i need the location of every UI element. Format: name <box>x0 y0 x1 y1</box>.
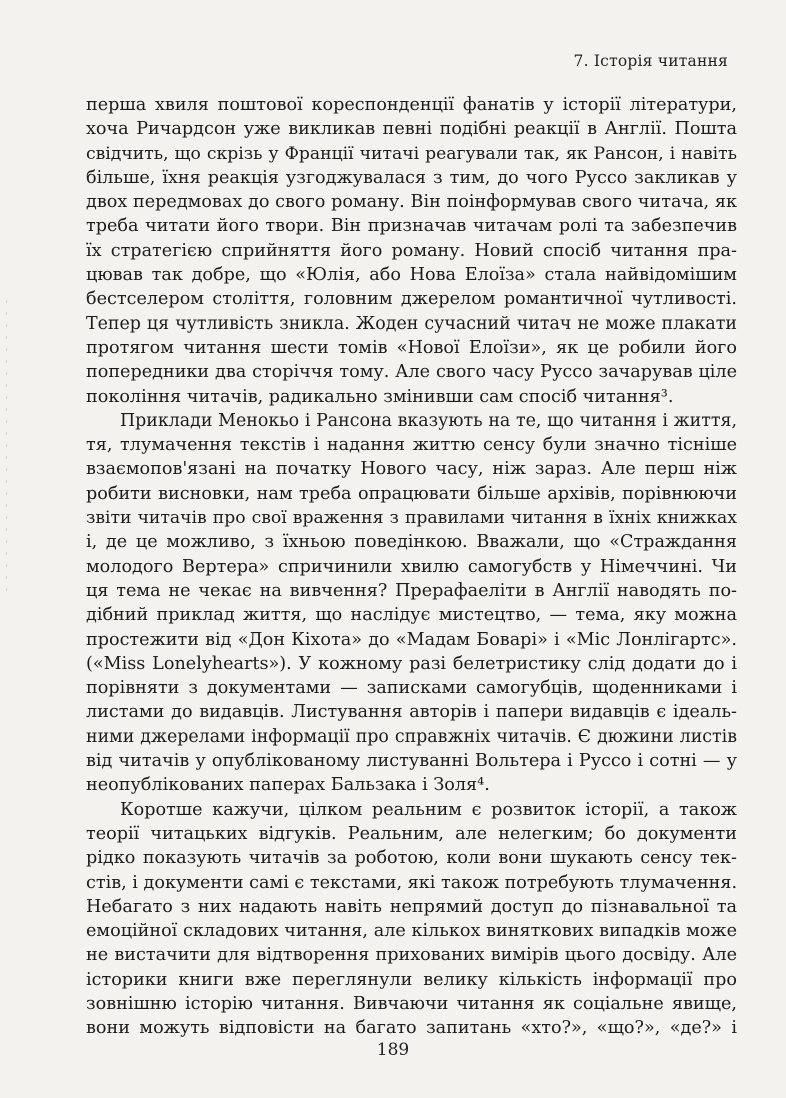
text-line: емоційної складових читання, але кількох виняткових випадків може <box>86 921 737 942</box>
text-line: ця тема не чекає на вивчення? Прерафаеліти в Англії наводять по- <box>86 580 737 601</box>
paragraph-end-line: неопублікованих паперах Бальзака і Золя⁴. <box>86 775 490 796</box>
text-line: перша хвиля поштової кореспонденції фанатів у історії літератури, <box>86 95 737 115</box>
scan-fold-mark <box>6 300 7 600</box>
text-line: Небагато з них надають навіть непрямий доступ до пізнавальної та <box>86 896 737 917</box>
text-line: («Miss Lonelyhearts»). У кожному разі белетристику слід додати до і <box>86 653 737 674</box>
text-line: дібний приклад життя, що наслідує мистецтво, — тема, яку можна <box>86 605 737 626</box>
text-line: попередники два сторіччя тому. Але свого часу Руссо зачарував ціле <box>86 362 737 383</box>
text-line: протягом читання шести томів «Нової Елоїзи», як це робили його <box>86 337 737 358</box>
text-line: від читачів у опублікованому листуванні Вольтера і Руссо і сотні — у <box>86 751 737 772</box>
text-line: порівняти з документами — записками самогубців, щоденниками і <box>86 678 737 699</box>
text-line: робити висновки, нам треба опрацювати більше архівів, порівнюючи <box>86 483 737 504</box>
text-line: ними джерелами інформації про справжніх читачів. Є дюжини листів <box>86 726 737 747</box>
text-line: цював так добре, що «Юлія, або Нова Елоїза» стала найвідомішим <box>86 265 737 286</box>
text-line: звіти читачів про свої враження з правилами читання в їхніх книжках <box>86 508 737 529</box>
text-line: хоча Ричардсон уже викликав певні подібні реакції в Англії. Пошта <box>86 119 737 140</box>
text-line: більше, їхня реакція узгоджувалася з тим, до чого Руссо закликав у <box>86 167 737 188</box>
body-text <box>86 93 737 1041</box>
text-line: рідко показують читачів за роботою, коли вони шукають сенсу тек- <box>86 848 737 869</box>
text-line: листами до видавців. Листування авторів і папери видавців є ідеаль- <box>86 702 737 723</box>
text-line: стів, і документи самі є текстами, які також потребують тлумачення. <box>86 872 737 893</box>
page-number: 189 <box>376 1040 410 1060</box>
text-line: і, де це можливо, з їхньою поведінкою. Вважали, що «Страждання <box>86 532 737 553</box>
text-line: взаємопов'язані на початку Нового часу, ніж зараз. Але перш ніж <box>86 459 737 480</box>
text-line: їх стратегією сприйняття його роману. Новий спосіб читання пра- <box>86 240 737 261</box>
text-line: вони можуть відповісти на багато запитань «хто?», «що?», «де?» і <box>86 1018 737 1039</box>
paragraph-start-line: Приклади Менокьо і Рансона вказують на те, що читання і життя, <box>120 410 737 431</box>
text-line: зовнішню історію читання. Вивчаючи читання як соціальне явище, <box>86 993 737 1014</box>
text-line: свідчить, що скрізь у Франції читачі реагували так, як Рансон, і навіть <box>86 143 737 164</box>
text-line: Тепер ця чутливість зникла. Жоден сучасний читач не може плакати <box>86 313 737 334</box>
paragraph-start-line: Коротше кажучи, цілком реальним є розвиток історії, а також <box>120 799 737 820</box>
text-line: історики книги вже переглянули велику кількість інформації про <box>86 969 737 990</box>
text-line: двох передмовах до свого роману. Він поінформував свого читача, як <box>86 192 737 213</box>
text-line: не вистачити для відтворення прихованих вимірів цього досвіду. Але <box>86 945 737 966</box>
running-head: 7. Історія читання <box>573 52 728 70</box>
text-line: бестселером століття, головним джерелом романтичної чутливості. <box>86 289 737 310</box>
text-line: молодого Вертера» спричинили хвилю самогубств у Німеччині. Чи <box>86 556 737 577</box>
text-line: тя, тлумачення текстів і надання життю сенсу були значно тісніше <box>86 435 737 456</box>
text-line: треба читати його твори. Він призначав читачам ролі та забезпечив <box>86 216 737 237</box>
text-line: теорії читацьких відгуків. Реальним, але нелегким; бо документи <box>86 823 737 844</box>
text-line: простежити від «Дон Кіхота» до «Мадам Боварі» і «Міс Лонлігартс». <box>86 629 737 650</box>
paragraph-end-line: покоління читачів, радикально змінивши сам спосіб читання³. <box>86 386 674 407</box>
